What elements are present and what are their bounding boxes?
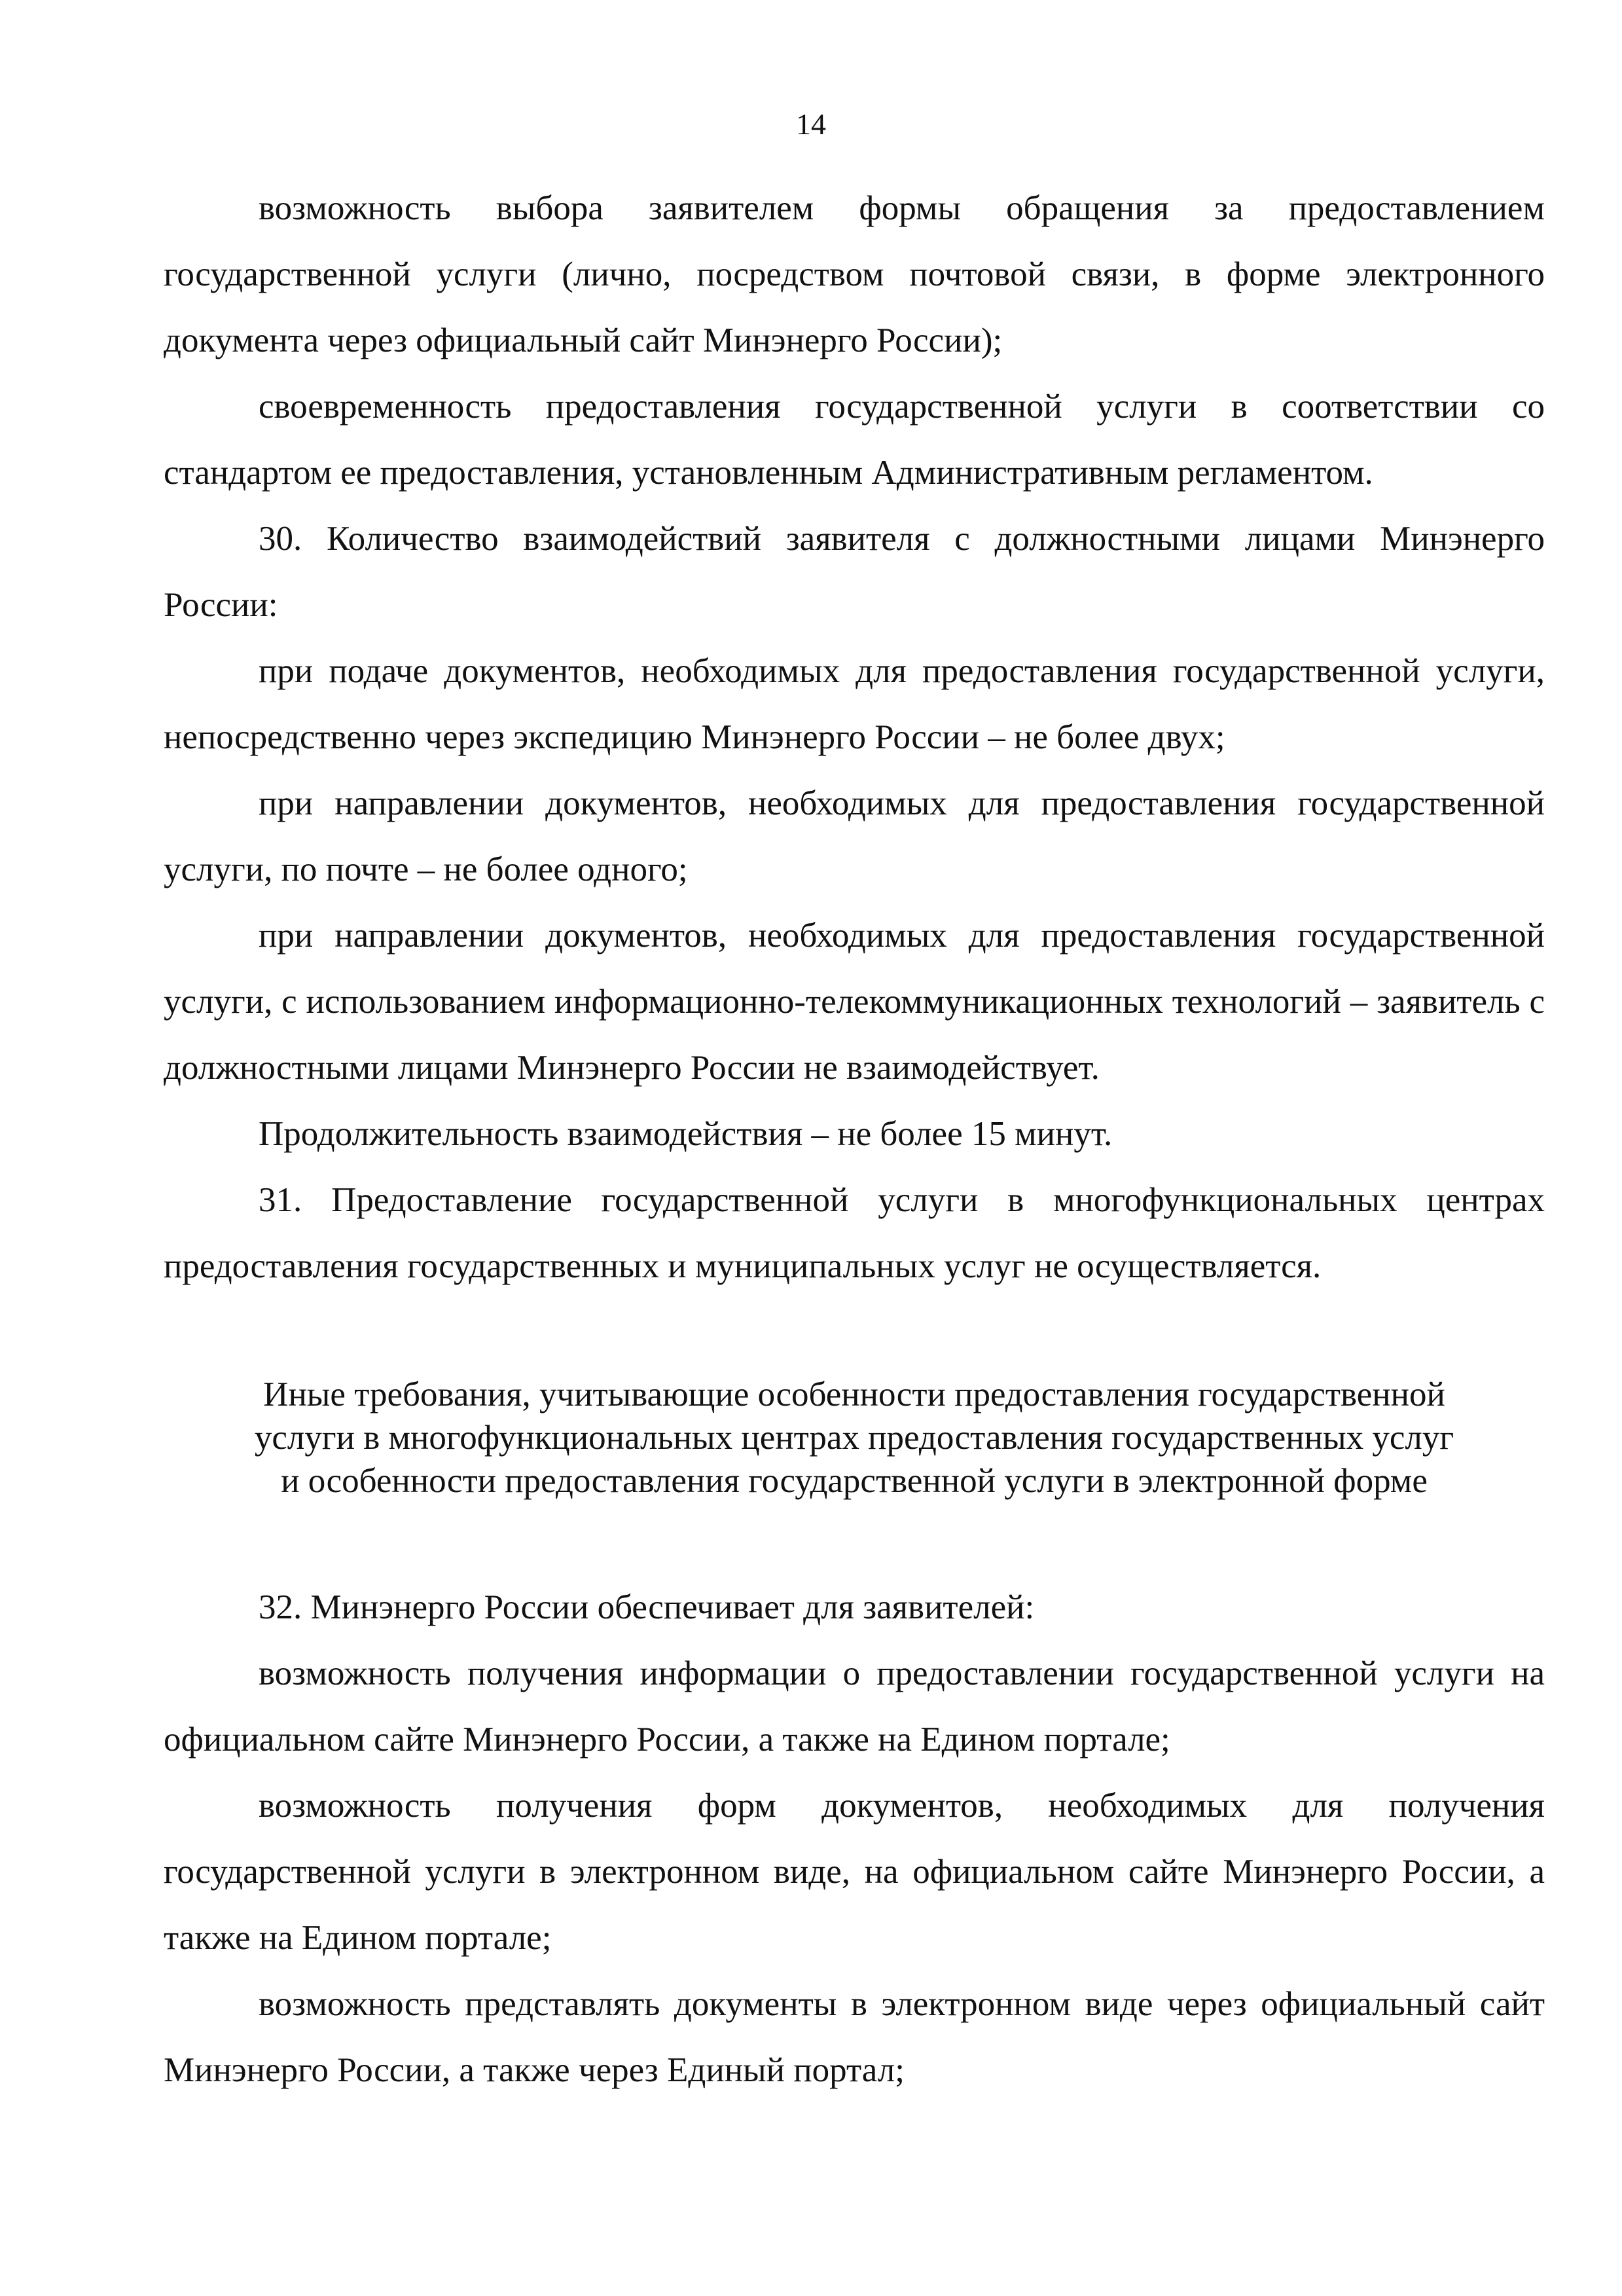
paragraph-item-32: 32. Минэнерго России обеспечивает для заявителей:: [259, 1588, 1035, 1626]
paragraph: возможность представлять документы в электронном виде через официальный сайт Минэнерго России, а также через Единый портал;: [164, 1985, 1545, 2089]
section-spacer: [164, 1300, 1545, 1373]
paragraph: возможность получения форм документов, необходимых для получения государственной услуги в электронном виде, на официальном сайте Минэнерго России, а также на Едином портале;: [164, 1787, 1545, 1957]
paragraph-item-30: 30. Количество взаимодействий заявителя с должностными лицами Минэнерго России:: [164, 520, 1545, 624]
section-heading-line: Иные требования, учитывающие особенности предоставления государственной: [263, 1376, 1445, 1413]
section-heading-line: и особенности предоставления государственной услуги в электронной форме: [281, 1462, 1428, 1500]
section-heading-line: услуги в многофункциональных центрах предоставления государственных услуг: [254, 1419, 1454, 1457]
paragraph: Продолжительность взаимодействия – не более 15 минут.: [259, 1115, 1113, 1153]
section-heading: [164, 1373, 1545, 1503]
paragraph: при подаче документов, необходимых для предоставления государственной услуги, непосредственно через экспедицию Минэнерго России – не более двух;: [164, 652, 1545, 756]
section-spacer: [164, 1503, 1545, 1575]
paragraph: своевременность предоставления государственной услуги в соответствии со стандартом ее предоставления, установленным Административным регламентом.: [164, 388, 1545, 492]
paragraph: возможность получения информации о предоставлении государственной услуги на официальном сайте Минэнерго России, а также на Едином портале;: [164, 1654, 1545, 1758]
paragraph: при направлении документов, необходимых для предоставления государственной услуги, по почте – не более одного;: [164, 784, 1545, 888]
paragraph: возможность выбора заявителем формы обращения за предоставлением государственной услуги (лично, посредством почтовой связи, в форме электронного документа через официальный сайт Минэнерго России);: [164, 189, 1545, 359]
page-number: 14: [796, 107, 826, 141]
paragraph: при направлении документов, необходимых для предоставления государственной услуги, с использованием информационно-телекоммуникационных технологий – заявитель с должностными лицами Минэнерго России не взаимодействует.: [164, 917, 1545, 1087]
document-body: [164, 175, 1545, 2104]
paragraph-item-31: 31. Предоставление государственной услуги в многофункциональных центрах предоставления государственных и муниципальных услуг не осуществляется.: [164, 1181, 1545, 1285]
